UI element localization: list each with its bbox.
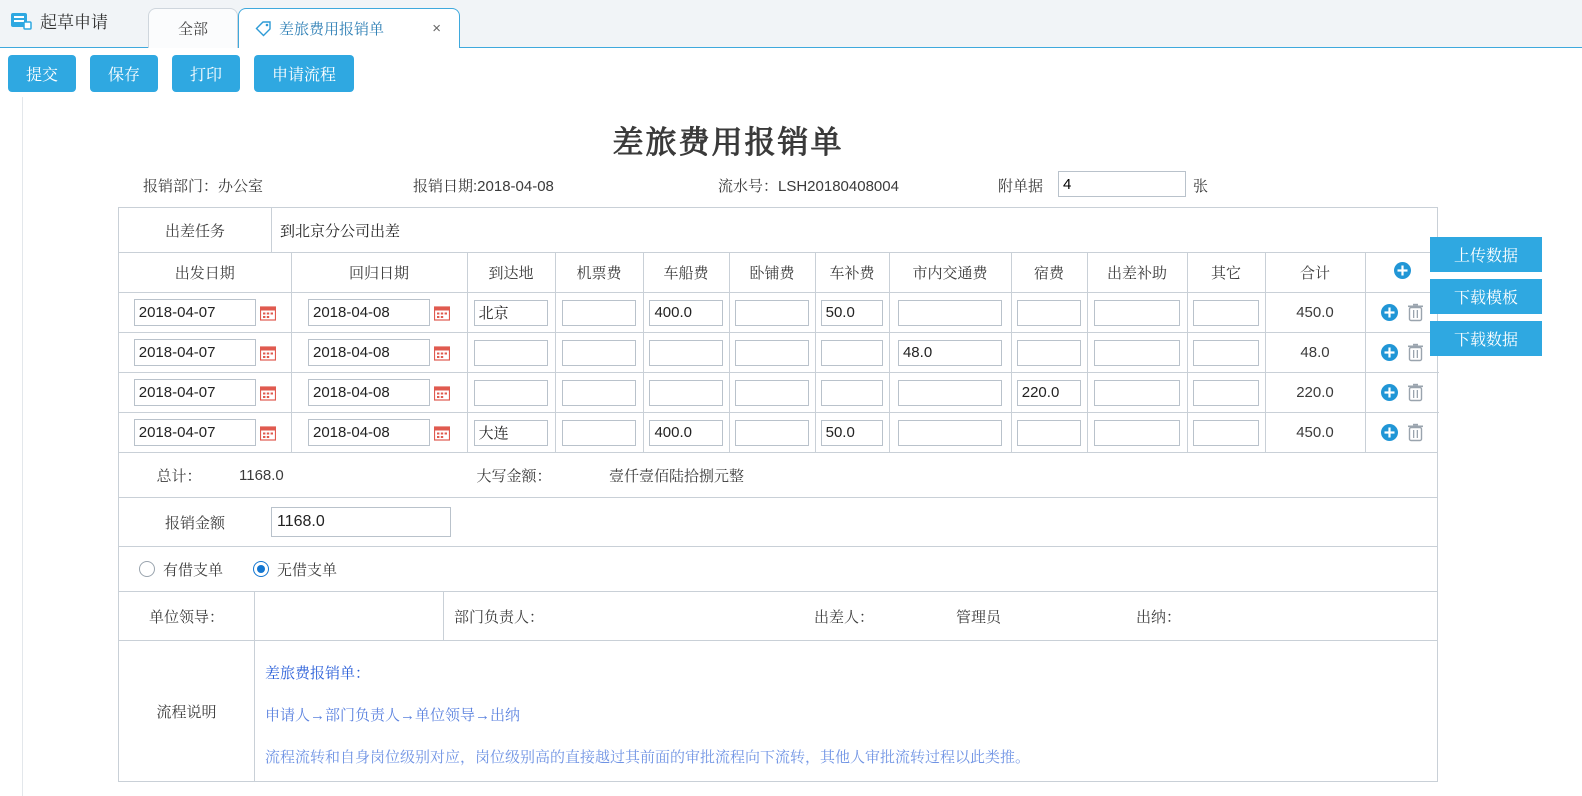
return-date-input-3[interactable] bbox=[308, 419, 430, 446]
th-berth-fee: 卧铺费 bbox=[729, 253, 815, 293]
cell-city-transport bbox=[889, 293, 1011, 333]
signature-row bbox=[119, 591, 1437, 640]
add-row-icon[interactable] bbox=[1393, 261, 1412, 280]
flow-description-row bbox=[119, 640, 1437, 781]
toolbar bbox=[0, 49, 1582, 97]
cell-city-transport bbox=[889, 413, 1011, 453]
cell-air-fare bbox=[555, 293, 643, 333]
app-title-label: 起草申请 bbox=[40, 13, 108, 32]
unit-leader-label: 单位领导： bbox=[119, 592, 255, 640]
cell-other bbox=[1187, 293, 1265, 333]
tab-all[interactable] bbox=[148, 8, 238, 48]
attachment-unit: 张 bbox=[1193, 178, 1209, 195]
lodging-input-2[interactable] bbox=[1017, 380, 1082, 406]
return-date-input-2[interactable] bbox=[308, 379, 430, 406]
tag-icon bbox=[255, 20, 272, 37]
app-title bbox=[10, 8, 108, 33]
th-air-fare: 机票费 bbox=[555, 253, 643, 293]
cell-travel-subsidy bbox=[1087, 413, 1187, 453]
cell-return-date bbox=[291, 293, 467, 333]
cell-row-total: 220.0 bbox=[1265, 373, 1365, 413]
table-row bbox=[119, 373, 1439, 413]
form-meta bbox=[118, 175, 1438, 201]
th-travel-subsidy: 出差补助 bbox=[1087, 253, 1187, 293]
flow-line-3: 流程流转和自身岗位级别对应，岗位级别高的直接越过其前面的审批流程向下流转，其他人审批流转过程以此类推。 bbox=[265, 749, 1031, 766]
cell-vehicle-allowance bbox=[815, 373, 889, 413]
save-button[interactable]: 保存 bbox=[90, 55, 158, 92]
cell-city-transport bbox=[889, 333, 1011, 373]
print-button[interactable]: 打印 bbox=[172, 55, 240, 92]
cell-other bbox=[1187, 373, 1265, 413]
radio-without-loan-slip[interactable] bbox=[253, 559, 337, 580]
cell-row-total: 450.0 bbox=[1265, 413, 1365, 453]
loan-slip-options bbox=[119, 546, 1437, 591]
calendar-icon[interactable] bbox=[434, 305, 450, 321]
cell-city-transport bbox=[889, 373, 1011, 413]
page-title: 差旅费用报销单 bbox=[612, 125, 844, 160]
air-fare-input-3[interactable] bbox=[562, 420, 637, 446]
cell-return-date bbox=[291, 373, 467, 413]
travel-subsidy-input-1[interactable] bbox=[1094, 340, 1179, 366]
cell-lodging bbox=[1011, 373, 1087, 413]
city-transport-input-0[interactable] bbox=[898, 300, 1002, 326]
cell-actions bbox=[1365, 373, 1439, 413]
cell-berth-fee bbox=[729, 333, 815, 373]
cell-row-total: 48.0 bbox=[1265, 333, 1365, 373]
cell-travel-subsidy bbox=[1087, 373, 1187, 413]
cell-lodging bbox=[1011, 333, 1087, 373]
download-data-button[interactable]: 下载数据 bbox=[1430, 321, 1542, 356]
cell-air-fare bbox=[555, 413, 643, 453]
berth-fee-input-3[interactable] bbox=[735, 420, 808, 446]
vehicle-allowance-input-0[interactable] bbox=[821, 300, 884, 326]
expense-table-container bbox=[118, 207, 1438, 782]
air-fare-input-2[interactable] bbox=[562, 380, 637, 406]
depart-date-input-0[interactable] bbox=[134, 299, 256, 326]
cell-actions bbox=[1365, 333, 1439, 373]
tab-close-icon[interactable]: × bbox=[432, 20, 441, 37]
totals-row bbox=[119, 452, 1437, 497]
cell-depart-date bbox=[119, 293, 291, 333]
cell-travel-subsidy bbox=[1087, 293, 1187, 333]
serial-number: 流水号：LSH20180408004 bbox=[718, 178, 899, 195]
upload-data-button[interactable]: 上传数据 bbox=[1430, 237, 1542, 272]
vehicle-allowance-input-1[interactable] bbox=[821, 340, 884, 366]
calendar-icon[interactable] bbox=[260, 425, 276, 441]
reimburse-department: 报销部门：办公室 bbox=[143, 178, 264, 195]
calendar-icon[interactable] bbox=[260, 305, 276, 321]
flow-line-1: 差旅费报销单： bbox=[265, 665, 371, 682]
row-delete-icon[interactable] bbox=[1407, 343, 1424, 362]
arrival-input-1[interactable] bbox=[474, 340, 549, 366]
th-vehicle-fare: 车船费 bbox=[643, 253, 729, 293]
return-date-input-0[interactable] bbox=[308, 299, 430, 326]
cell-arrival bbox=[467, 333, 555, 373]
tab-travel-expense[interactable] bbox=[238, 8, 460, 48]
arrival-input-0[interactable] bbox=[474, 300, 549, 326]
reimburse-amount-row bbox=[119, 497, 1437, 546]
business-trip-task-input[interactable] bbox=[272, 208, 1437, 252]
vehicle-fare-input-1[interactable] bbox=[649, 340, 722, 366]
other-input-3[interactable] bbox=[1193, 420, 1259, 446]
berth-fee-input-0[interactable] bbox=[735, 300, 808, 326]
row-delete-icon[interactable] bbox=[1407, 423, 1424, 442]
cell-vehicle-fare bbox=[643, 293, 729, 333]
other-input-0[interactable] bbox=[1193, 300, 1259, 326]
cell-arrival bbox=[467, 293, 555, 333]
lodging-input-1[interactable] bbox=[1017, 340, 1082, 366]
dept-head-label: 部门负责人： bbox=[454, 608, 545, 626]
row-add-icon[interactable] bbox=[1380, 343, 1399, 362]
cell-lodging bbox=[1011, 293, 1087, 333]
attachment-label: 附单据 bbox=[998, 178, 1044, 195]
row-add-icon[interactable] bbox=[1380, 423, 1399, 442]
cell-return-date bbox=[291, 333, 467, 373]
radio-with-loan-slip-label: 有借支单 bbox=[163, 561, 224, 579]
row-add-icon[interactable] bbox=[1380, 383, 1399, 402]
air-fare-input-1[interactable] bbox=[562, 340, 637, 366]
traveler-value: 管理员 bbox=[956, 608, 1002, 626]
vehicle-fare-input-2[interactable] bbox=[649, 380, 722, 406]
side-button-group bbox=[1430, 237, 1542, 356]
cell-berth-fee bbox=[729, 413, 815, 453]
cell-actions bbox=[1365, 293, 1439, 333]
radio-without-loan-slip-label: 无借支单 bbox=[277, 561, 338, 579]
attachment-count-input[interactable] bbox=[1058, 171, 1186, 197]
business-trip-task-row bbox=[119, 208, 1437, 253]
flow-line-2: 申请人→部门负责人→单位领导→出纳 bbox=[265, 707, 521, 724]
cell-air-fare bbox=[555, 373, 643, 413]
th-return-date: 回归日期 bbox=[291, 253, 467, 293]
depart-date-input-1[interactable] bbox=[134, 339, 256, 366]
cell-return-date bbox=[291, 413, 467, 453]
vehicle-allowance-input-2[interactable] bbox=[821, 380, 884, 406]
travel-subsidy-input-2[interactable] bbox=[1094, 380, 1179, 406]
cell-arrival bbox=[467, 413, 555, 453]
tab-travel-expense-label: 差旅费用报销单 bbox=[279, 21, 385, 38]
cell-vehicle-allowance bbox=[815, 293, 889, 333]
cell-berth-fee bbox=[729, 293, 815, 333]
download-template-button[interactable]: 下载模板 bbox=[1430, 279, 1542, 314]
arrival-input-2[interactable] bbox=[474, 380, 549, 406]
depart-date-input-3[interactable] bbox=[134, 419, 256, 446]
total-value: 1168.0 bbox=[239, 466, 284, 484]
lodging-input-3[interactable] bbox=[1017, 420, 1082, 446]
cell-depart-date bbox=[119, 333, 291, 373]
radio-without-loan-slip-icon[interactable] bbox=[253, 561, 269, 577]
cell-vehicle-fare bbox=[643, 333, 729, 373]
th-lodging: 宿费 bbox=[1011, 253, 1087, 293]
row-delete-icon[interactable] bbox=[1407, 303, 1424, 322]
other-input-2[interactable] bbox=[1193, 380, 1259, 406]
cell-other bbox=[1187, 333, 1265, 373]
reimburse-amount-label: 报销金额 bbox=[164, 514, 225, 532]
th-arrival: 到达地 bbox=[467, 253, 555, 293]
calendar-icon[interactable] bbox=[260, 345, 276, 361]
air-fare-input-0[interactable] bbox=[562, 300, 637, 326]
cell-berth-fee bbox=[729, 373, 815, 413]
tab-bar bbox=[0, 0, 1582, 48]
th-depart-date: 出发日期 bbox=[119, 253, 291, 293]
travel-subsidy-input-0[interactable] bbox=[1094, 300, 1179, 326]
cell-actions bbox=[1365, 413, 1439, 453]
th-actions bbox=[1365, 253, 1439, 293]
th-total: 合计 bbox=[1265, 253, 1365, 293]
travel-subsidy-input-3[interactable] bbox=[1094, 420, 1179, 446]
berth-fee-input-1[interactable] bbox=[735, 340, 808, 366]
reimburse-date: 报销日期:2018-04-08 bbox=[413, 178, 554, 195]
business-trip-task-label: 出差任务 bbox=[119, 208, 272, 252]
radio-with-loan-slip-icon[interactable] bbox=[139, 561, 155, 577]
city-transport-input-1[interactable] bbox=[898, 340, 1002, 366]
submit-button[interactable]: 提交 bbox=[8, 55, 76, 92]
capital-amount-value: 壹仟壹佰陆拾捌元整 bbox=[609, 467, 745, 485]
table-row bbox=[119, 293, 1439, 333]
cell-travel-subsidy bbox=[1087, 333, 1187, 373]
tab-all-label: 全部 bbox=[177, 21, 208, 38]
vehicle-fare-input-3[interactable] bbox=[649, 420, 722, 446]
apply-flow-button[interactable]: 申请流程 bbox=[254, 55, 354, 92]
th-vehicle-allowance: 车补费 bbox=[815, 253, 889, 293]
return-date-input-1[interactable] bbox=[308, 339, 430, 366]
reimburse-amount-input[interactable] bbox=[271, 507, 451, 537]
depart-date-input-2[interactable] bbox=[134, 379, 256, 406]
table-row bbox=[119, 333, 1439, 373]
cell-vehicle-fare bbox=[643, 413, 729, 453]
arrival-input-3[interactable] bbox=[474, 420, 549, 446]
cell-vehicle-fare bbox=[643, 373, 729, 413]
cell-air-fare bbox=[555, 333, 643, 373]
cell-other bbox=[1187, 413, 1265, 453]
capital-amount-label: 大写金额： bbox=[476, 467, 552, 485]
row-add-icon[interactable] bbox=[1380, 303, 1399, 322]
traveler-label: 出差人： bbox=[814, 608, 875, 626]
total-label: 总计： bbox=[156, 467, 202, 485]
form-sheet bbox=[22, 97, 1550, 796]
city-transport-input-3[interactable] bbox=[898, 420, 1002, 446]
unit-leader-value bbox=[255, 592, 444, 640]
calendar-icon[interactable] bbox=[434, 425, 450, 441]
berth-fee-input-2[interactable] bbox=[735, 380, 808, 406]
th-city-transport: 市内交通费 bbox=[889, 253, 1011, 293]
table-header-row bbox=[119, 253, 1439, 293]
cell-arrival bbox=[467, 373, 555, 413]
cashier-label: 出纳： bbox=[1136, 608, 1182, 626]
city-transport-input-2[interactable] bbox=[898, 380, 1002, 406]
other-input-1[interactable] bbox=[1193, 340, 1259, 366]
cell-vehicle-allowance bbox=[815, 413, 889, 453]
table-row bbox=[119, 413, 1439, 453]
cell-vehicle-allowance bbox=[815, 333, 889, 373]
flow-description-body bbox=[255, 641, 1437, 781]
expense-table bbox=[119, 253, 1439, 452]
cell-depart-date bbox=[119, 373, 291, 413]
cell-depart-date bbox=[119, 413, 291, 453]
calendar-icon[interactable] bbox=[260, 385, 276, 401]
flow-description-label: 流程说明 bbox=[119, 641, 255, 781]
calendar-icon[interactable] bbox=[434, 345, 450, 361]
cell-lodging bbox=[1011, 413, 1087, 453]
row-delete-icon[interactable] bbox=[1407, 383, 1424, 402]
vehicle-allowance-input-3[interactable] bbox=[821, 420, 884, 446]
lodging-input-0[interactable] bbox=[1017, 300, 1082, 326]
th-other: 其它 bbox=[1187, 253, 1265, 293]
cell-row-total: 450.0 bbox=[1265, 293, 1365, 333]
vehicle-fare-input-0[interactable] bbox=[649, 300, 722, 326]
document-app-icon bbox=[10, 10, 32, 32]
radio-with-loan-slip[interactable] bbox=[139, 559, 223, 580]
calendar-icon[interactable] bbox=[434, 385, 450, 401]
